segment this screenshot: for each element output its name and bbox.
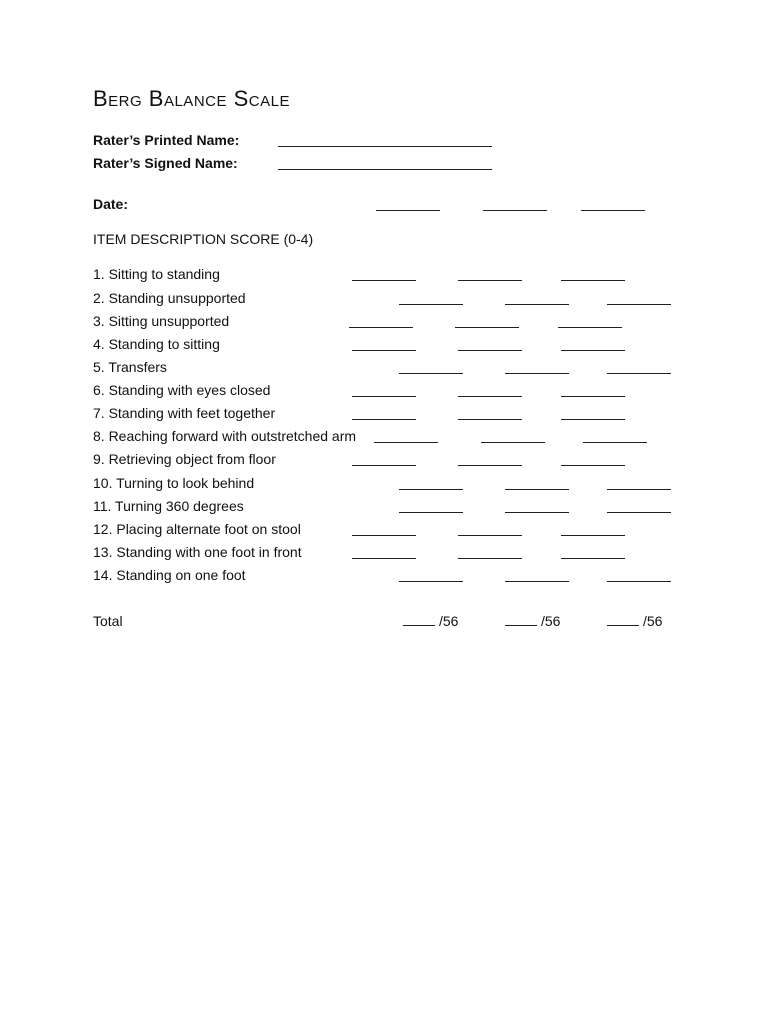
total-field-3[interactable] xyxy=(607,625,639,626)
item-3-score-field-2[interactable] xyxy=(455,327,519,328)
item-label-9: 9. Retrieving object from floor xyxy=(93,451,276,467)
item-2-score-field-1[interactable] xyxy=(399,304,463,305)
item-4-score-field-1[interactable] xyxy=(352,350,416,351)
item-14-score-field-1[interactable] xyxy=(399,581,463,582)
item-12-score-field-1[interactable] xyxy=(352,535,416,536)
item-13-score-field-3[interactable] xyxy=(561,558,625,559)
item-label-12: 12. Placing alternate foot on stool xyxy=(93,521,301,537)
item-3-score-field-1[interactable] xyxy=(349,327,413,328)
total-slot-2 xyxy=(505,613,560,629)
total-max-2: /56 xyxy=(541,613,561,629)
total-field-2[interactable] xyxy=(505,625,537,626)
item-9-score-field-2[interactable] xyxy=(458,465,522,466)
item-8-score-field-2[interactable] xyxy=(481,442,545,443)
date-field-3[interactable] xyxy=(581,210,645,211)
date-field-2[interactable] xyxy=(483,210,547,211)
item-label-13: 13. Standing with one foot in front xyxy=(93,544,302,560)
item-7-score-field-1[interactable] xyxy=(352,419,416,420)
item-8-score-field-1[interactable] xyxy=(374,442,438,443)
item-1-score-field-3[interactable] xyxy=(561,280,625,281)
item-11-score-field-3[interactable] xyxy=(607,512,671,513)
item-label-4: 4. Standing to sitting xyxy=(93,336,220,352)
item-score-header: ITEM DESCRIPTION SCORE (0-4) xyxy=(93,231,314,247)
total-slot-1 xyxy=(403,613,458,629)
total-label: Total xyxy=(93,613,123,629)
signed-name-field[interactable] xyxy=(278,169,492,170)
item-label-1: 1. Sitting to standing xyxy=(93,266,220,282)
signed-name-label: Rater’s Signed Name: xyxy=(93,155,238,171)
item-13-score-field-1[interactable] xyxy=(352,558,416,559)
item-label-2: 2. Standing unsupported xyxy=(93,290,246,306)
date-label: Date: xyxy=(93,196,129,212)
item-8-score-field-3[interactable] xyxy=(583,442,647,443)
item-label-5: 5. Transfers xyxy=(93,359,167,375)
item-label-10: 10. Turning to look behind xyxy=(93,475,255,491)
item-14-score-field-3[interactable] xyxy=(607,581,671,582)
item-6-score-field-3[interactable] xyxy=(561,396,625,397)
date-field-1[interactable] xyxy=(376,210,440,211)
item-10-score-field-1[interactable] xyxy=(399,489,463,490)
item-6-score-field-2[interactable] xyxy=(458,396,522,397)
item-5-score-field-3[interactable] xyxy=(607,373,671,374)
item-1-score-field-2[interactable] xyxy=(458,280,522,281)
item-7-score-field-3[interactable] xyxy=(561,419,625,420)
item-9-score-field-3[interactable] xyxy=(561,465,625,466)
item-4-score-field-3[interactable] xyxy=(561,350,625,351)
item-5-score-field-1[interactable] xyxy=(399,373,463,374)
total-field-1[interactable] xyxy=(403,625,435,626)
item-label-3: 3. Sitting unsupported xyxy=(93,313,230,329)
item-10-score-field-2[interactable] xyxy=(505,489,569,490)
item-11-score-field-2[interactable] xyxy=(505,512,569,513)
item-12-score-field-2[interactable] xyxy=(458,535,522,536)
item-4-score-field-2[interactable] xyxy=(458,350,522,351)
item-2-score-field-2[interactable] xyxy=(505,304,569,305)
item-10-score-field-3[interactable] xyxy=(607,489,671,490)
item-3-score-field-3[interactable] xyxy=(558,327,622,328)
item-label-8: 8. Reaching forward with outstretched arm xyxy=(93,428,357,444)
total-slot-3 xyxy=(607,613,662,629)
item-label-7: 7. Standing with feet together xyxy=(93,405,276,421)
item-14-score-field-2[interactable] xyxy=(505,581,569,582)
total-max-3: /56 xyxy=(643,613,663,629)
printed-name-field[interactable] xyxy=(278,146,492,147)
item-6-score-field-1[interactable] xyxy=(352,396,416,397)
printed-name-label: Rater’s Printed Name: xyxy=(93,132,240,148)
item-label-6: 6. Standing with eyes closed xyxy=(93,382,271,398)
item-11-score-field-1[interactable] xyxy=(399,512,463,513)
form-title: Berg Balance Scale xyxy=(93,86,290,111)
item-12-score-field-3[interactable] xyxy=(561,535,625,536)
item-7-score-field-2[interactable] xyxy=(458,419,522,420)
item-2-score-field-3[interactable] xyxy=(607,304,671,305)
item-13-score-field-2[interactable] xyxy=(458,558,522,559)
item-label-14: 14. Standing on one foot xyxy=(93,567,246,583)
item-9-score-field-1[interactable] xyxy=(352,465,416,466)
item-5-score-field-2[interactable] xyxy=(505,373,569,374)
total-max-1: /56 xyxy=(439,613,459,629)
item-1-score-field-1[interactable] xyxy=(352,280,416,281)
item-label-11: 11. Turning 360 degrees xyxy=(93,498,244,514)
